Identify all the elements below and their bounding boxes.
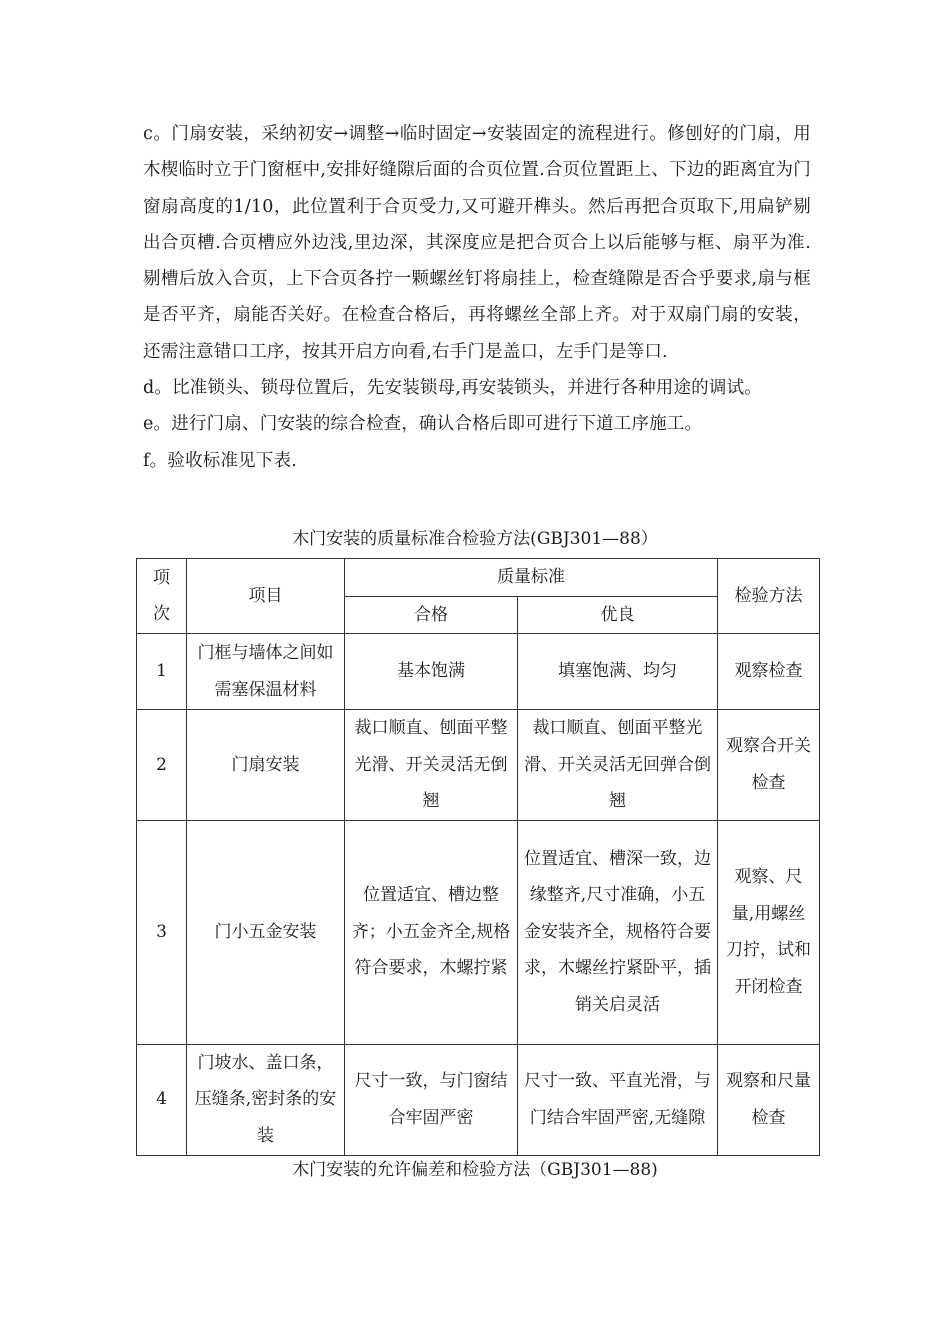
row-no: 2 (137, 710, 187, 821)
row-qualified: 基本饱满 (345, 634, 518, 710)
row-method: 观察和尺量检查 (718, 1044, 820, 1155)
row-item: 门框与墙体之间如需塞保温材料 (187, 634, 345, 710)
header-qualified: 合格 (345, 596, 518, 634)
row-excellent: 尺寸一致、平直光滑，与门结合牢固严密,无缝隙 (518, 1044, 718, 1155)
row-method: 观察检查 (718, 634, 820, 710)
table-title: 木门安装的质量标准合检验方法(GBJ301—88） (292, 529, 658, 549)
header-excellent: 优良 (518, 596, 718, 634)
table-row (137, 1044, 820, 1155)
header-no: 项次 (137, 559, 187, 634)
footer-table-title: 木门安装的允许偏差和检验方法（GBJ301—88) (292, 1160, 658, 1180)
row-method: 观察、尺量,用螺丝刀拧，试和开闭检查 (718, 820, 820, 1044)
header-method: 检验方法 (718, 559, 820, 634)
table-row (137, 710, 820, 821)
row-qualified: 位置适宜、槽边整齐；小五金齐全,规格符合要求，木螺拧紧 (345, 820, 518, 1044)
paragraph-e: e。进行门扇、门安装的综合检查，确认合格后即可进行下道工序施工。 (143, 414, 703, 435)
row-excellent: 填塞饱满、均匀 (518, 634, 718, 710)
row-excellent: 位置适宜、槽深一致，边缘整齐,尺寸准确，小五金安装齐全，规格符合要求，木螺丝拧紧卧平，插销关启灵活 (518, 820, 718, 1044)
row-excellent: 裁口顺直、刨面平整光滑、开关灵活无回弹合倒翘 (518, 710, 718, 821)
paragraph-d: d。比准锁头、锁母位置后，先安装锁母,再安装锁头，并进行各种用途的调试。 (143, 378, 762, 399)
table-row (137, 634, 820, 710)
quality-standard-table (136, 558, 820, 1156)
row-no: 3 (137, 820, 187, 1044)
body-text (143, 116, 811, 479)
header-item: 项目 (187, 559, 345, 634)
row-qualified: 尺寸一致，与门窗结合牢固严密 (345, 1044, 518, 1155)
header-quality: 质量标准 (345, 559, 718, 597)
row-method: 观察合开关检查 (718, 710, 820, 821)
paragraph-c: c。门扇安装，采纳初安→调整→临时固定→安装固定的流程进行。修刨好的门扇，用木楔临时立于门窗框中,安排好缝隙后面的合页位置.合页位置距上、下边的距离宜为门窗扇高度的1/10，此位置利于合页受力,又可避开榫头。然后再把合页取下,用扁铲剔出合页槽.合页槽应外边浅,里边深，其深度应是把合页合上以后能够与框、扇平为准.剔槽后放入合页，上下合页各拧一颗螺丝钉将扇挂上，检查缝隙是否合乎要求,扇与框是否平齐，扇能否关好。在检查合格后，再将螺丝全部上齐。对于双扇门扇的安装，还需注意错口工序，按其开启方向看,右手门是盖口，左手门是等口. (143, 124, 811, 362)
paragraph-f: f。验收标准见下表. (143, 450, 298, 471)
row-item: 门坡水、盖口条，压缝条,密封条的安装 (187, 1044, 345, 1155)
row-qualified: 裁口顺直、刨面平整光滑、开关灵活无倒翘 (345, 710, 518, 821)
row-item: 门扇安装 (187, 710, 345, 821)
row-no: 1 (137, 634, 187, 710)
row-item: 门小五金安装 (187, 820, 345, 1044)
table-row (137, 820, 820, 1044)
header-row (137, 559, 820, 597)
row-no: 4 (137, 1044, 187, 1155)
